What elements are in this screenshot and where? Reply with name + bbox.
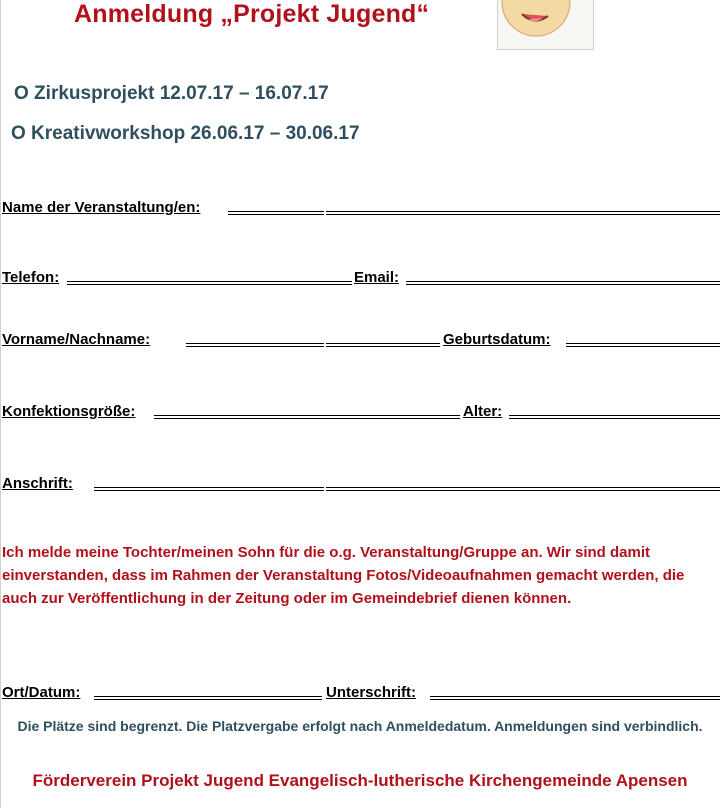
email-label: Email: [354,269,400,286]
email-line[interactable] [406,281,720,285]
birthdate-label: Geburtsdatum: [443,331,551,348]
signature-line[interactable] [430,696,720,700]
organization-footer: Förderverein Projekt Jugend Evangelisch-lutherische Kirchengemeinde Apensen [32,771,688,790]
name-label: Vorname/Nachname: [2,331,151,348]
clothing-size-line[interactable] [154,415,460,419]
name-line-b[interactable] [326,343,440,347]
clothing-size-label: Konfektionsgröße: [2,403,136,420]
page-border [0,0,1,808]
option-zirkusprojekt[interactable]: O Zirkusprojekt 12.07.17 – 16.07.17 [14,83,329,104]
limit-notice: Die Plätze sind begrenzt. Die Platzvergabe erfolgt nach Anmeldedatum. Anmeldungen sind verbindlich. [17,718,703,734]
option-kreativworkshop[interactable]: O Kreativworkshop 26.06.17 – 30.06.17 [11,123,360,144]
smiley-face-icon [498,0,594,50]
smiley-face-logo [497,0,594,50]
phone-line[interactable] [67,281,352,285]
event-name-line-a[interactable] [228,211,324,215]
place-date-label: Ort/Datum: [2,684,81,701]
name-line-a[interactable] [186,343,324,347]
event-name-line-b[interactable] [326,211,720,215]
page-title: Anmeldung „Projekt Jugend“ [74,0,430,28]
age-label: Alter: [463,403,503,420]
address-label: Anschrift: [2,475,73,492]
phone-label: Telefon: [2,269,60,286]
age-line[interactable] [509,415,720,419]
event-name-label: Name der Veranstaltung/en: [2,199,201,216]
signature-label: Unterschrift: [326,684,417,701]
place-date-line[interactable] [94,696,322,700]
consent-notice: Ich melde meine Tochter/meinen Sohn für die o.g. Veranstaltung/Gruppe an. Wir sind damit einverstanden, dass im Rahmen der Veranstaltung Fotos/Videoaufnahmen gemacht werden, die auch zur Veröffentlichung in der Zeitung oder im Gemeindebrief dienen können. [2,544,685,607]
address-line-a[interactable] [94,487,324,491]
address-line-b[interactable] [326,487,720,491]
birthdate-line[interactable] [566,343,720,347]
